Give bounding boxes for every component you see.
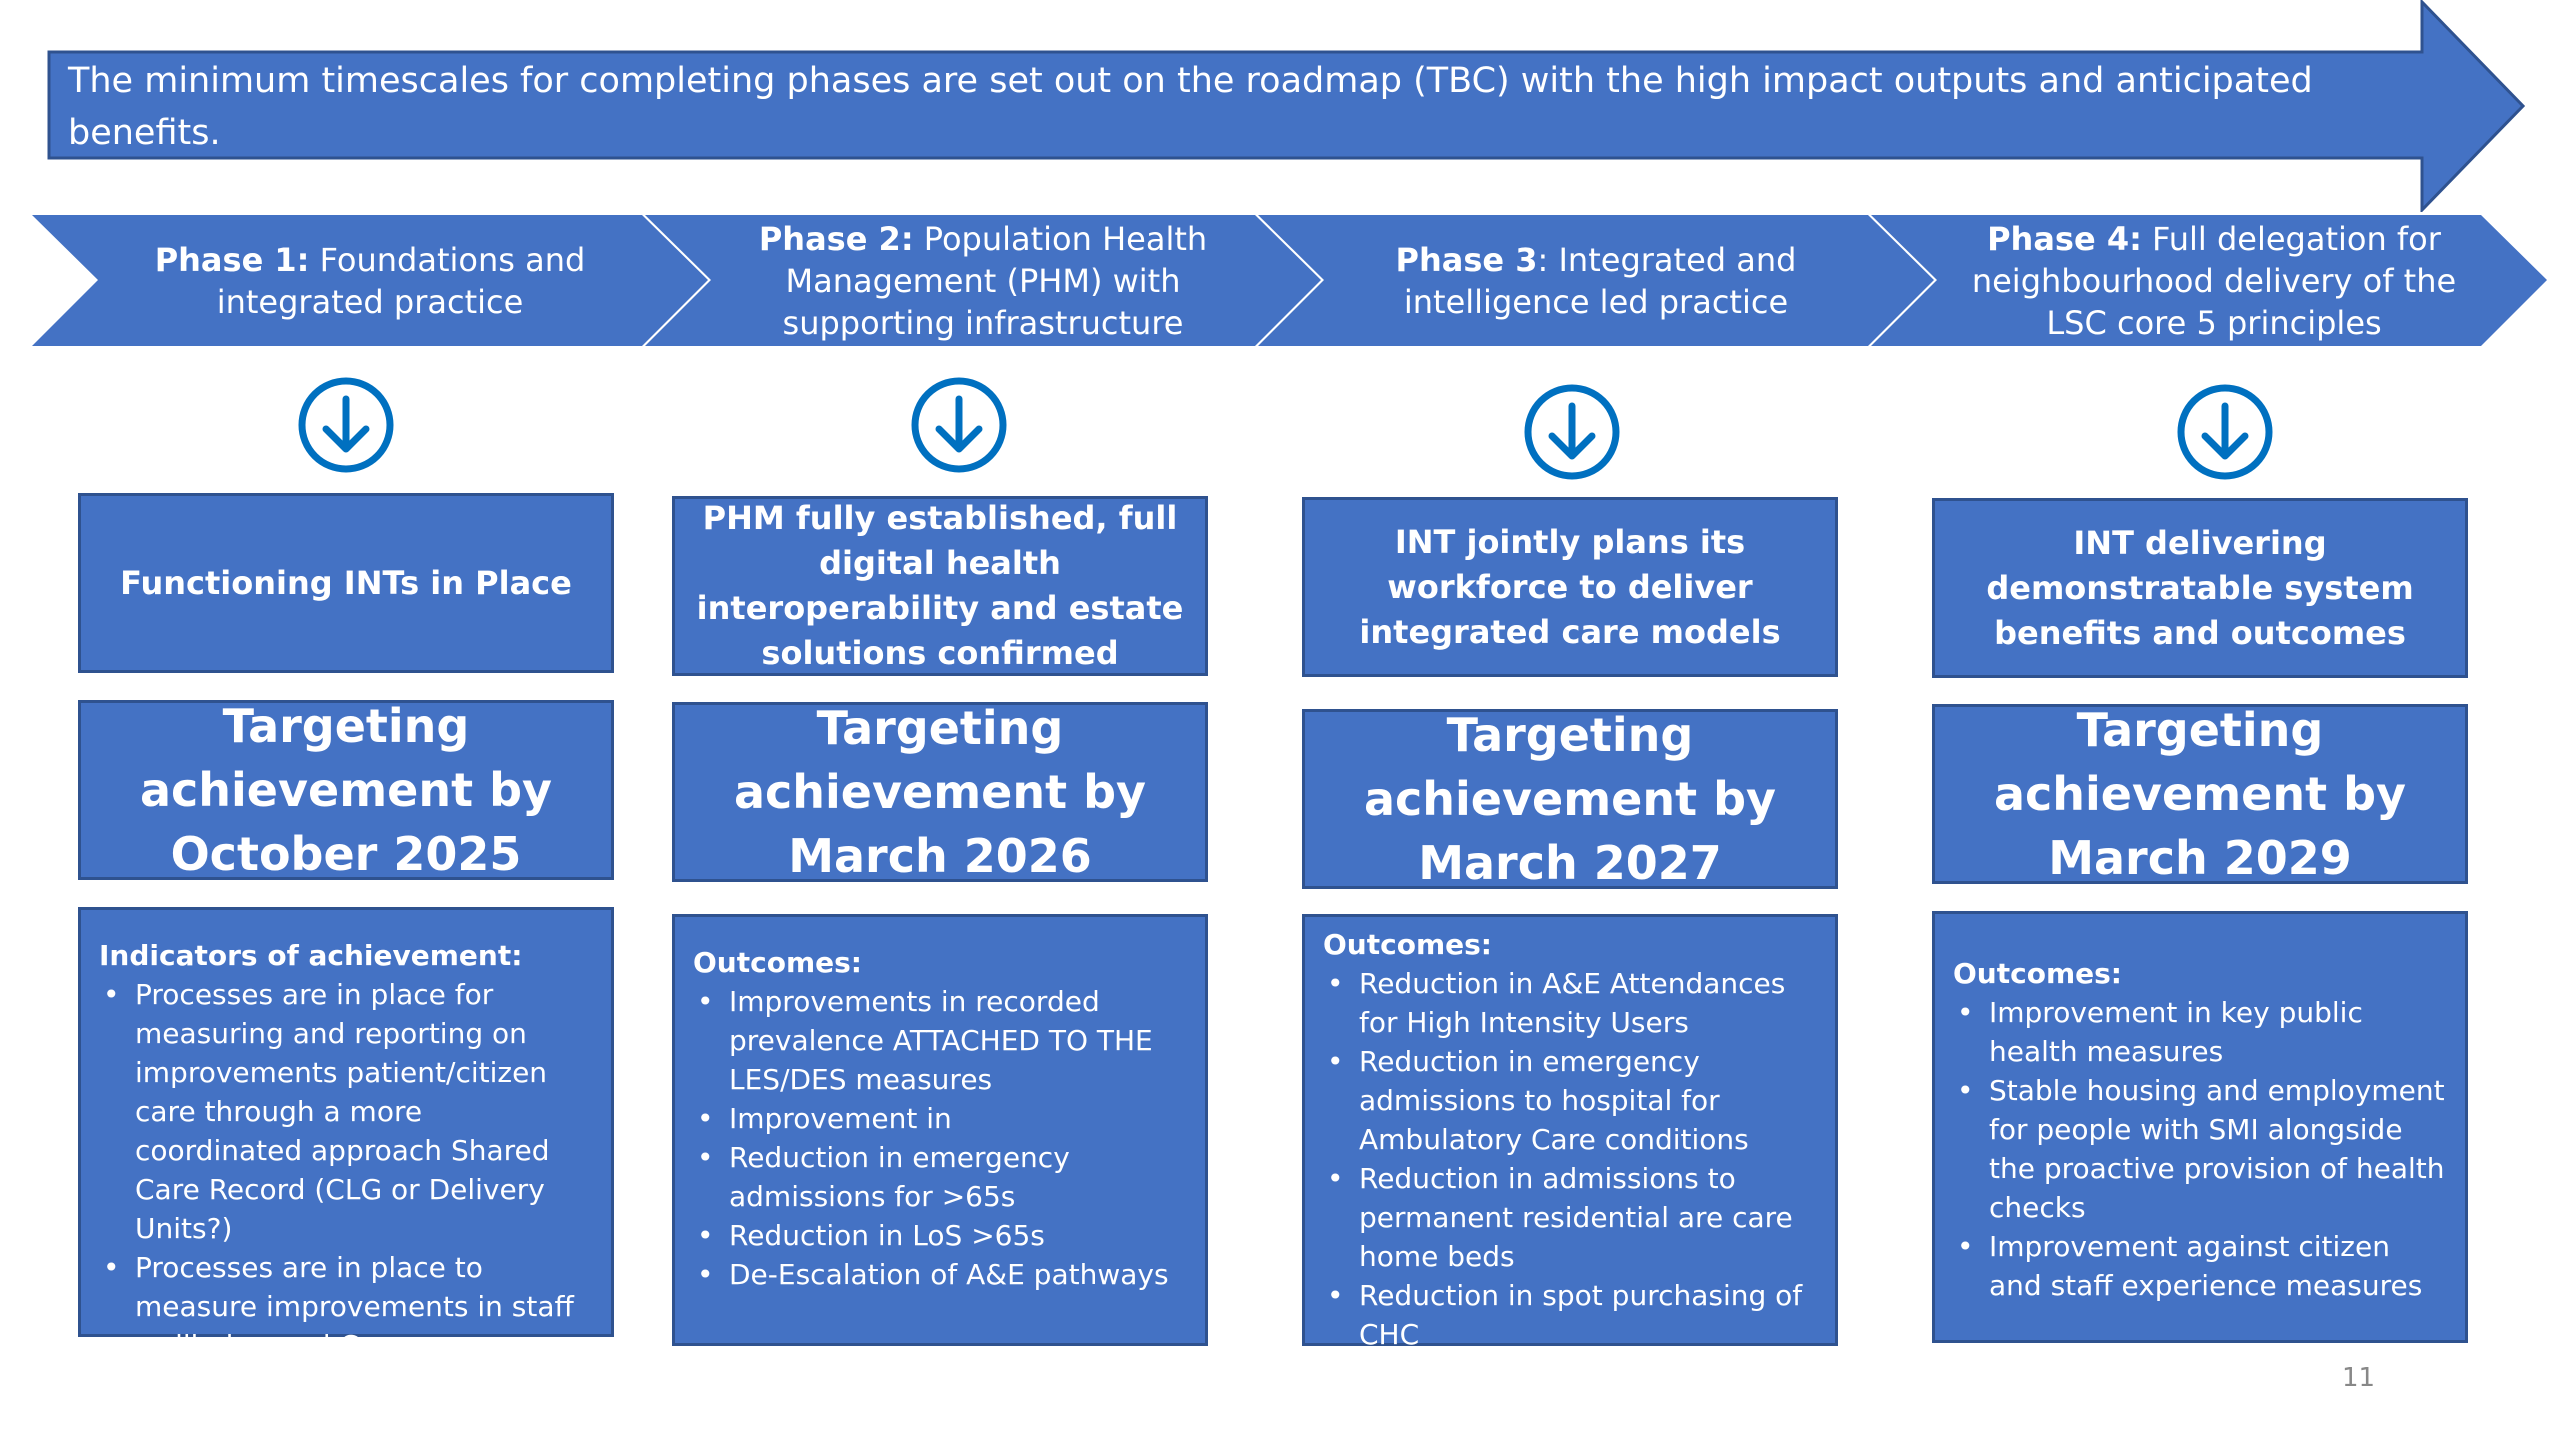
- outcome-item: • Processes are in place for measuring and reporting on improvements patient/citizen care through a more coordinated approach Shared Care Record (CLG or Delivery Units?): [135, 975, 593, 1248]
- milestone-2-target: Targeting achievement by March 2026: [672, 702, 1208, 882]
- milestone-4-outcomes: [1932, 911, 2468, 1343]
- outcome-heading: Outcomes:: [1323, 928, 1492, 961]
- milestone-1-title: Functioning INTs in Place: [78, 493, 614, 673]
- banner-text: [68, 55, 2468, 211]
- phase-4-label: Phase 4: Full delegation for neighbourhood delivery of the LSC core 5 principles: [1971, 219, 2457, 342]
- banner-line-1: The minimum timescales for completing phases are set out on the roadmap (TBC) with the high impact outputs and anticipated benefits.: [68, 61, 2313, 153]
- arrow-down-circle-icon: [1522, 382, 1622, 482]
- outcome-heading: Outcomes:: [1953, 957, 2122, 990]
- outcome-item: • Improvement in key public health measures: [1989, 993, 2447, 1071]
- outcome-list: [99, 975, 593, 1404]
- outcome-list: [1323, 964, 1817, 1354]
- milestone-3-target: Targeting achievement by March 2027: [1302, 709, 1838, 889]
- phase-3-label: Phase 3: Integrated and intelligence led practice: [1395, 240, 1797, 321]
- milestone-2-outcomes: [672, 914, 1208, 1346]
- milestone-1-outcomes: [78, 907, 614, 1401]
- outcome-heading: Indicators of achievement:: [99, 939, 523, 972]
- milestone-1-target: Targeting achievement by October 2025: [78, 700, 614, 880]
- milestone-4-target: Targeting achievement by March 2029: [1932, 704, 2468, 884]
- arrow-down-circle-icon: [2175, 382, 2275, 482]
- outcome-heading: Outcomes:: [693, 946, 862, 979]
- outcome-item: • Improvement against citizen and staff experience measures: [1989, 1227, 2447, 1305]
- page-number: 11: [2342, 1363, 2376, 1393]
- outcome-list: [1953, 993, 2447, 1305]
- arrow-down-circle-icon: [909, 375, 1009, 475]
- outcome-item: • Stable housing and employment for people with SMI alongside the proactive provision of health checks: [1989, 1071, 2447, 1227]
- arrow-down-circle-icon: [296, 375, 396, 475]
- outcome-item: • Reduction in emergency admissions to hospital for Ambulatory Care conditions: [1359, 1042, 1817, 1159]
- milestone-3-title: INT jointly plans its workforce to deliver integrated care models: [1302, 497, 1838, 677]
- outcome-item: • Processes are in place to measure improvements in staff wellbeing and Case Management numbers: [135, 1248, 593, 1404]
- outcome-item: • Reduction in spot purchasing of CHC: [1359, 1276, 1817, 1354]
- outcome-item: • Reduction in A&E Attendances for High Intensity Users: [1359, 964, 1817, 1042]
- milestone-3-outcomes: [1302, 914, 1838, 1351]
- outcome-item: • De-Escalation of A&E pathways: [729, 1255, 1187, 1294]
- outcome-item: • Reduction in LoS >65s: [729, 1216, 1187, 1255]
- outcome-item: • Reduction in admissions to permanent residential are care home beds: [1359, 1159, 1817, 1276]
- outcome-item: • Improvements in recorded prevalence ATTACHED TO THE LES/DES measures: [729, 982, 1187, 1099]
- phase-1-label: Phase 1: Foundations and integrated practice: [154, 240, 586, 321]
- phase-2-label: Phase 2: Population Health Management (PHM) with supporting infrastructure: [758, 219, 1208, 342]
- outcome-list: [693, 982, 1187, 1294]
- outcome-item: • Reduction in emergency admissions for >65s: [729, 1138, 1187, 1216]
- banner-line-2: We acknowledge some PLACES have a mature model where some are currently in the early stages of development: [68, 165, 2087, 205]
- outcome-item: • Improvement in: [729, 1099, 1187, 1138]
- milestone-2-title: PHM fully established, full digital health interoperability and estate solutions confirmed: [672, 496, 1208, 676]
- milestone-4-title: INT delivering demonstratable system benefits and outcomes: [1932, 498, 2468, 678]
